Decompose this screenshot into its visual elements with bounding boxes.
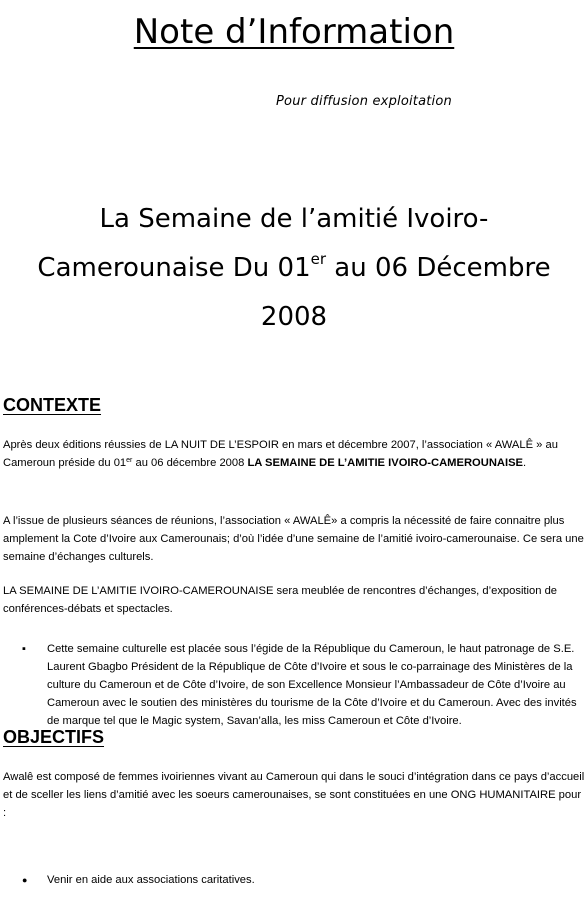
square-bullet-icon: ▪ xyxy=(22,643,26,655)
text-run: A l’issue de plusieurs séances de réunions, l’association « xyxy=(3,515,293,527)
superscript: er xyxy=(126,457,133,464)
contexte-heading: CONTEXTE xyxy=(3,395,102,415)
text-run: sera meublée de rencontres d’échanges, d’exposition de conférences-débats et spectacles. xyxy=(3,585,558,615)
text-run: LA SEMAINE DE L’AMITIE IVOIRO-CAMEROUNAISE xyxy=(3,585,274,597)
event-title-line-3: 2008 xyxy=(260,302,328,332)
contexte-paragraph-3 xyxy=(3,582,585,618)
contexte-paragraph-2 xyxy=(3,512,585,566)
text-run: en mars et décembre 2007, l’association « xyxy=(278,439,495,451)
text-run: AWALÊ xyxy=(292,515,332,527)
event-title xyxy=(0,195,588,342)
text-run: au 06 décembre 2008 xyxy=(132,457,248,469)
event-title-date-end: au 06 Décembre xyxy=(326,253,551,283)
document-title: Note d’Information xyxy=(133,12,455,52)
round-bullet-icon: ● xyxy=(22,875,28,885)
text-run: » au Cameroun préside du 01 xyxy=(3,439,558,469)
event-title-line-2 xyxy=(0,244,588,293)
text-run: LA NUIT DE L’ESPOIR xyxy=(164,439,279,451)
text-run: Après deux éditions réussies de xyxy=(3,439,165,451)
event-title-superscript: er xyxy=(310,250,327,268)
text-run: LA SEMAINE DE L’AMITIE IVOIRO-CAMEROUNAISE xyxy=(247,457,524,469)
text-run: . xyxy=(523,457,527,469)
contexte-bullet-1: Cette semaine culturelle est placée sous l’égide de la République du Cameroun, le haut patronage de S.E. Laurent Gbagbo Président de la République de Côte d’Ivoire et sous le co-parrainage des Ministères de la culture du Cameroun et de Côte d’Ivoire, de son Excellence Monsieur l’Ambassadeur de Côte d’Ivoire au Cameroun avec le soutien des ministères du tourisme de la Côte d’Ivoire et du Cameroun. Avec des invités de marque tel que le Magic system, Savan’alla, les miss Cameroun et Côte d’Ivoire. xyxy=(47,643,577,727)
objectifs-heading: OBJECTIFS xyxy=(3,727,105,747)
event-title-date-start: Camerounaise Du 01 xyxy=(37,253,311,283)
text-run: » a compris la nécessité de faire connaitre plus amplement la Cote d’Ivoire aux Camerounais; d’où l’idée d’une semaine de l’amitié ivoiro-camerounaise. Ce sera une semaine d’échanges culturels. xyxy=(3,515,584,563)
objectifs-bullet-1: Venir en aide aux associations caritatives. xyxy=(47,874,255,886)
text-run: AWALÊ xyxy=(494,439,534,451)
objectifs-paragraph-1: Awalê est composé de femmes ivoiriennes vivant au Cameroun qui dans le souci d’intégration dans ce pays d’accueil et de sceller les liens d’amitié avec les soeurs camerounaises, se sont constituées en une ONG HUMANITAIRE pour : xyxy=(3,771,585,819)
diffusion-note: Pour diffusion exploitation xyxy=(276,94,452,109)
contexte-paragraph-1 xyxy=(3,436,585,472)
event-title-line-1: La Semaine de l’amitié Ivoiro- xyxy=(99,204,489,234)
